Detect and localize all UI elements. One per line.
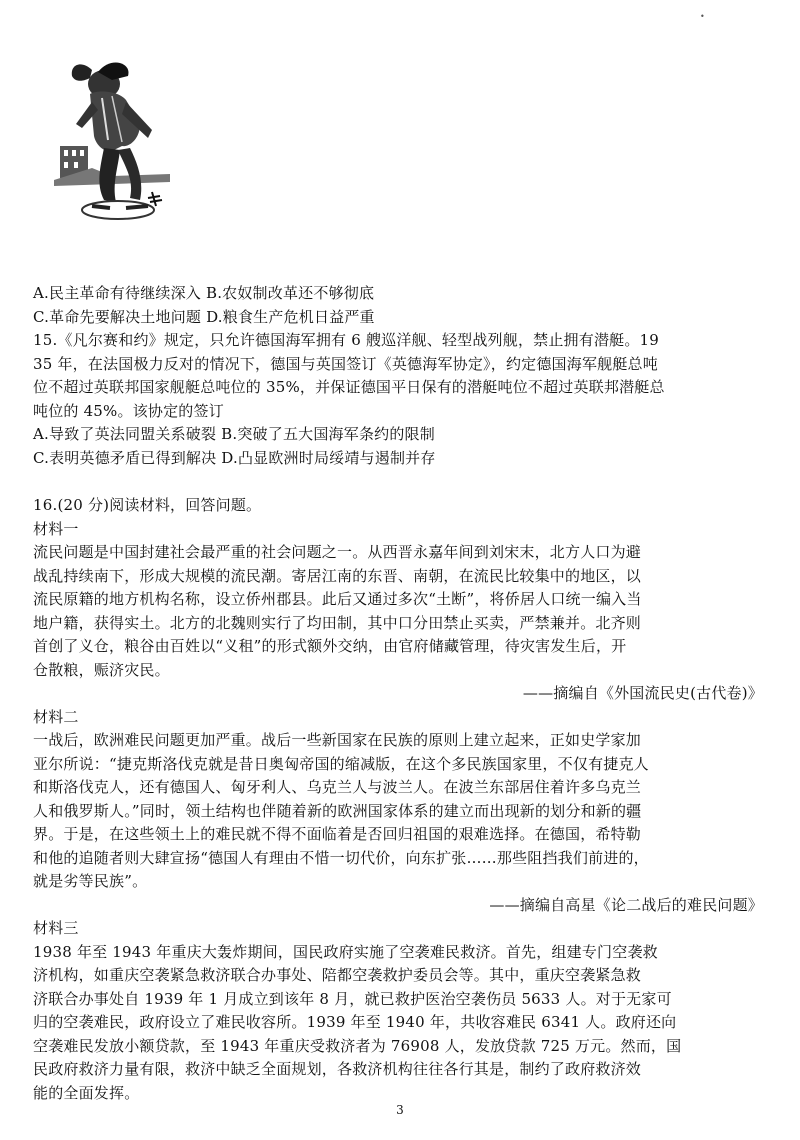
- q15-stem-line: 35 年，在法国极力反对的情况下，德国与英国签订《英德海军协定》，约定德国海军舰艇总吨: [33, 354, 658, 373]
- q15-stem-line: 位不超过英联邦国家舰艇总吨位的 35%，并保证德国平日保有的潜艇吨位不超过英联邦潜艇总: [33, 378, 665, 396]
- material-1-line: 流民问题是中国封建社会最严重的社会问题之一。从西晋永嘉年间到刘宋末，北方人口为避: [33, 543, 642, 561]
- q16-heading: 16.(20 分)阅读材料，回答问题。: [33, 496, 262, 514]
- peasant-illustration: [52, 50, 172, 232]
- material-2-line: 和他的追随者则大肆宣扬“德国人有理由不惜一切代价，向东扩张……那些阻挡我们前进的，: [33, 848, 649, 867]
- page-number: 3: [396, 1103, 404, 1117]
- material-1-line: 流民原籍的地方机构名称，设立侨州郡县。此后又通过多次“土断”，将侨居人口统一编入当: [33, 590, 642, 608]
- material-1-title: 材料一: [33, 519, 79, 538]
- material-3-line: 济联合办事处自 1939 年 1 月成立到该年 8 月，就已救护医治空袭伤员 5633 人。对于无家可: [33, 989, 672, 1008]
- material-2-line: 一战后，欧洲难民问题更加严重。战后一些新国家在民族的原则上建立起来，正如史学家加: [33, 731, 642, 749]
- question-15: [33, 329, 773, 470]
- material-3-title: 材料三: [33, 919, 79, 937]
- material-2-title: 材料二: [33, 707, 79, 726]
- material-3-line: 1938 年至 1943 年重庆大轰炸期间，国民政府实施了空袭难民救济。首先，组建专门空袭救: [33, 942, 658, 961]
- material-2-line: 亚尔所说：“捷克斯洛伐克就是昔日奥匈帝国的缩减版，在这个多民族国家里，不仅有捷克人: [33, 754, 649, 773]
- material-3-line: 归的空袭难民，政府设立了难民收容所。1939 年至 1940 年，共收容难民 6341 人。政府还向: [33, 1013, 677, 1031]
- material-2-line: 人和俄罗斯人。”同时，领土结构也伴随着新的欧洲国家体系的建立而出现新的划分和新的疆: [33, 801, 642, 820]
- q15-option-line: C.表明英德矛盾已得到解决 D.凸显欧洲时局绥靖与遏制并存: [33, 448, 436, 467]
- material-3-line: 民政府救济力量有限，救济中缺乏全面规划，各救济机构往往各行其是，制约了政府救济效: [33, 1060, 642, 1078]
- q15-option-line: A.导致了英法同盟关系破裂 B.突破了五大国海军条约的限制: [33, 425, 435, 443]
- material-3-line: 空袭难民发放小额贷款，至 1943 年重庆受救济者为 76908 人，发放贷款 725 万元。然而，国: [33, 1036, 682, 1055]
- q15-stem-line: 15.《凡尔赛和约》规定，只允许德国海军拥有 6 艘巡洋舰、轻型战列舰，禁止拥有潜艇。19: [33, 331, 660, 349]
- scan-dot: •: [700, 12, 705, 21]
- material-2-line: 和斯洛伐克人，还有德国人、匈牙利人、乌克兰人与波兰人。在波兰东部居住着许多乌克兰: [33, 778, 642, 796]
- material-2-line: 就是劣等民族”。: [33, 872, 148, 890]
- material-3-line: 能的全面发挥。: [33, 1083, 140, 1102]
- q14-option-line: C.革命先要解决土地问题 D.粮食生产危机日益严重: [33, 307, 375, 326]
- material-1-line: 战乱持续南下，形成大规模的流民潮。寄居江南的东晋、南朝，在流民比较集中的地区，以: [33, 566, 642, 585]
- material-1-line: 地户籍，获得实土。北方的北魏则实行了均田制，其中口分田禁止买卖，严禁兼并。北齐则: [33, 613, 642, 632]
- material-2-line: 界。于是，在这些领土上的难民就不得不面临着是否回归祖国的艰难选择。在德国，希特勒: [33, 825, 642, 843]
- material-1-source: ——摘编自《外国流民史(古代卷)》: [522, 684, 763, 702]
- material-3-line: 济机构，如重庆空袭紧急救济联合办事处、陪都空袭救护委员会等。其中，重庆空袭紧急救: [33, 966, 642, 984]
- material-2-source: ——摘编自高星《论二战后的难民问题》: [489, 895, 763, 914]
- q15-stem-line: 吨位的 45%。该协定的签订: [33, 401, 224, 420]
- q14-option-line: A.民主革命有待继续深入 B.农奴制改革还不够彻底: [33, 284, 375, 302]
- material-1-line: 仓散粮，赈济灾民。: [33, 660, 170, 679]
- question-16: [33, 494, 773, 1105]
- material-1-line: 首创了义仓，粮谷由百姓以“义租”的形式额外交纳，由官府储藏管理，待灾害发生后，开: [33, 637, 627, 655]
- q14-options: [33, 282, 773, 329]
